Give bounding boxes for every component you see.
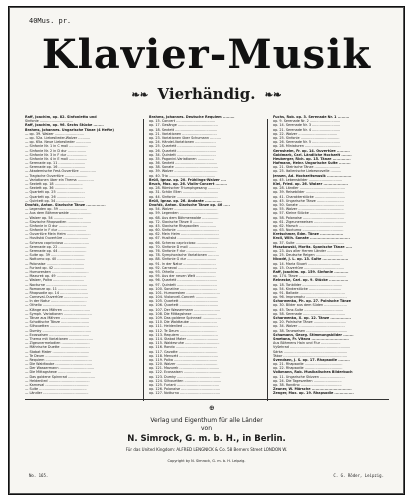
catalog-entry: op. 91. Ballade ..........................................: [273, 290, 345, 295]
catalog-column-1: [25, 115, 137, 405]
catalog-entry: — Suite op. 39 ...............................: [25, 253, 85, 258]
catalog-entry: — Variationen über ein Thema ...............: [25, 177, 94, 182]
catalog-entry: Raff, Joachim. op. 159. Sinfonie ...........: [273, 269, 349, 274]
catalog-entry: — Symph. Variationen ..........................: [25, 311, 92, 316]
catalog-entry: — op. 52a. Liebeslieder-Walzer ...........: [25, 135, 91, 140]
catalog-entry: — Serenade op. 44 ..........................: [25, 249, 87, 253]
catalog-entry: op. 54. Kinderstücke ..............................: [273, 286, 342, 291]
catalog-entry: op. 125. Furiant .......................................: [149, 383, 219, 387]
catalog-entry: op. 15. Concert ....................................: [149, 119, 215, 124]
catalog-entry: Kroll, Wilh. Sonate ...............................: [273, 236, 350, 241]
catalog-entry: — Walzer, Polka .............................: [25, 278, 85, 283]
catalog-entry: op. 70. Sinfonie D moll ..........................: [149, 244, 217, 249]
copyright-line: Copyright by N. Simrock, G. m. b. H. Leipzig.: [167, 459, 246, 463]
catalog-entry: — Sinfonie Nr. 1 in C moll .................: [25, 144, 88, 149]
catalog-entry: op. 127. Notturno .....................................: [149, 391, 220, 396]
catalog-entry: Brahms, Johannes. Ungarische Tänze (4 Hefte): [25, 127, 114, 132]
catalog-entry: op. 63. Nocturno ......................................: [273, 228, 344, 233]
catalog-entry: — Walzer op. 54 ...........................: [25, 215, 83, 220]
catalog-entry: op. 38. Sonate ........................................: [149, 165, 218, 170]
catalog-entry: — Tänze aus Mähren ..........................: [25, 316, 90, 320]
catalog-entry: op. 55. Walzer ..........................................: [273, 207, 344, 212]
catalog-column-2: [149, 115, 261, 405]
catalog-entry: op. 60. Sinfonie .......................................: [149, 228, 219, 233]
catalog-entry: — Heldenlied ......................................: [25, 378, 90, 383]
imprint-line: Verlag und Eigenthum für alle Länder: [150, 417, 263, 424]
catalog-entry: — Der Wassermann ................................: [25, 366, 95, 371]
catalog-entry: op. 18. Tonbilder .....................................: [273, 282, 343, 287]
catalog-entry: op. 21. Rhapsodie ...................................: [273, 362, 343, 367]
catalog-entry: Brüll, Ignaz. op. 26. Andante .............: [149, 198, 222, 203]
catalog-entry: — Serenade op. 11 .........................: [25, 161, 86, 166]
plate-number: No. 165.: [29, 473, 49, 478]
catalog-entry: — Die Mittagshexe ...............................: [25, 370, 92, 375]
catalog-entry: — Stabat Mater ..................................: [25, 349, 90, 354]
catalog-entry: — Die Waldtaube ..................................: [25, 362, 93, 367]
catalog-entry: op. 45. Ungarische Tänze .........................: [273, 198, 344, 203]
catalog-entry: op. 25. Quartett ....................................: [149, 144, 217, 149]
catalog-entry: op. 18. Sextett .......................................: [149, 127, 218, 132]
catalog-entry: op. 50. Sonate ..........................................: [273, 202, 345, 207]
catalog-entry: op. 11. Ungarische Skizzen .......................: [273, 374, 345, 379]
catalog-entry: op. 126. Polonaise ....................................: [149, 387, 220, 392]
catalog-entry: op. 17. Gesänge .....................................: [149, 123, 218, 128]
ornament-left-icon: ❧❧: [131, 89, 149, 101]
catalog-entry: op. 21. Variationen ................................: [149, 131, 217, 136]
catalog-entry: op. 45. Lebensbilder ...............................: [273, 177, 343, 182]
catalog-entry: Gernsheim, Fr. op. 14. Ouvertüre ..........: [273, 148, 350, 153]
catalog-entry: — Husitská Ouvertüre .......................: [25, 236, 89, 241]
catalog-entry: Brahms, Johannes. Deutsche Requiem .........: [149, 115, 235, 119]
catalog-entry: — Requiem ...........................................: [25, 357, 92, 362]
catalog-entry: — Serenade op. 16 .........................: [25, 165, 86, 170]
catalog-entry: op. 54. Walzer ........................................: [149, 207, 218, 212]
catalog-entry: op. 45. Slavische Rhapsodien ...............: [149, 223, 217, 228]
catalog-entry: Raff, Joachim, op. 96. Sechs Stücke ........: [25, 123, 104, 128]
catalog-entry: — Silhouetten ....................................: [25, 324, 89, 329]
catalog-entry: Sinfonie ...............................: [25, 119, 74, 124]
catalog-entry: op. 96. Impromptu ......................................: [273, 295, 347, 300]
catalog-entry: op. 58. Serenade .......................................: [273, 311, 346, 316]
catalog-entry: — Furiant op. 42 ............................: [25, 265, 85, 270]
catalog-entry: op. 174. Tänze ............................................: [273, 274, 347, 279]
catalog-entry: op. 44. Sinfonie ......................................: [149, 194, 218, 199]
catalog-entry: op. 113. Requiem ...................................: [149, 332, 218, 337]
catalog-entry: Zeuner, W. Märsche ...............................: [273, 387, 352, 392]
catalog-entry: op. 78. Symphonische Variationen ..........: [149, 253, 219, 258]
catalog-entry: — Scherzo capriccioso .......................: [25, 240, 89, 245]
catalog-entry: Heuberger, Rich. op. 15. Tänze ..............: [273, 156, 351, 161]
catalog-entry: — Sinfonie Nr. 4 in E moll .................: [25, 156, 88, 161]
catalog-entry: op. 23. Variationen über Schumann ..........: [149, 135, 221, 140]
catalog-entry: op. 91. In der Natur ..............................: [149, 261, 216, 266]
catalog-entry: op. 24. Die Tageszeiten ..........................: [273, 378, 342, 383]
catalog-entry: — Quintett op. 34 ..........................: [25, 198, 85, 203]
catalog-entry: op. 34. Quintett ....................................: [149, 152, 216, 157]
catalog-entry: — Klänge aus Mähren .........................: [25, 307, 90, 312]
catalog-entry: Reinecke, Carl. op. 9. Stücke ...............: [273, 278, 349, 283]
catalog-entry: op. 119. Polka ........................................: [149, 357, 218, 362]
catalog-entry: op. 121. Mazurek .....................................: [149, 366, 220, 371]
catalog-entry: — Ländler ..........................................: [25, 391, 89, 396]
catalog-entry: op. 38. Tanzweisen ......................................: [273, 328, 348, 333]
catalog-entry: Smetana, Fr. Vltava .............................: [273, 336, 349, 341]
catalog-entry: op. 36. Sextett .......................................: [149, 161, 218, 166]
catalog-entry: op. 24. Händel-Variationen ...................: [149, 140, 216, 145]
catalog-entry: op. 41. Charakterstücke ............................: [273, 194, 345, 199]
catalog-entry: — Akademische Fest-Ouvertüre ...............: [25, 169, 96, 174]
catalog-entry: — Rhapsodie op. 14 ..........................: [25, 290, 89, 295]
ornament-right-icon: ❧❧: [264, 89, 282, 101]
catalog-entry: op. 101. Humoresken ...............................: [149, 290, 220, 295]
catalog-entry: op. 72. Slavische Tänze II ...................: [149, 219, 214, 224]
catalog-entry: op. 28. Miniaturen .................................: [273, 144, 341, 149]
catalog-entry: — Karneval ........................................: [25, 383, 89, 387]
catalog-entry: op. 111. Heldenlied ................................: [149, 324, 218, 329]
catalog-entry: op. 110. Die Waldtaube .........................: [149, 320, 217, 325]
catalog-entry: op. 30. Bilder aus dem Süden .....................: [273, 303, 347, 308]
catalog-entry: op. 117. Gavotte ....................................: [149, 349, 218, 354]
catalog-entry: op. 26. Serenade Nr. 5 ..........................: [273, 140, 341, 145]
catalog-entry: Moszkowski, Moritz. Spanische Tänze .....: [273, 244, 353, 249]
catalog-entry: op. 106. Quartett ....................................: [149, 303, 219, 308]
catalog-entry: Raff, Joachim, op. 82. Sinfonietta und: [25, 115, 97, 119]
sheet-cover: [8, 6, 405, 495]
catalog-entry: op. 120. Walzer ......................................: [149, 362, 218, 367]
catalog-entry: Vyšehrad ........................................................: [273, 345, 351, 350]
catalog-entry: op. 59. Legenden ....................................: [149, 211, 219, 216]
divider-line: [25, 399, 389, 400]
center-mark-icon: ⊕: [209, 404, 215, 412]
catalog-entry: Scharwenka, Ph. op. 27. Polnische Tänze: [273, 299, 351, 304]
catalog-entry: Svendsen, J. S. op. 17. Rhapsodie .........: [273, 357, 350, 362]
catalog-entry: — Mährische Duette ...........................: [25, 345, 90, 350]
catalog-entry: op. 20. Polnische Tänze ..............................: [273, 320, 347, 325]
catalog-entry: — Dumky .............................................: [25, 328, 91, 333]
catalog-entry: op. 14. Maria Stuart ..............................: [273, 261, 341, 266]
catalog-column-3: [273, 115, 385, 405]
catalog-entry: op. 23. Aus aller Herren Länder ..............: [273, 249, 343, 253]
catalog-entry: op. 9. Serenade Nr. 2 ............................: [273, 119, 341, 124]
catalog-entry: op. 21. Serenade Nr. 4 ..........................: [273, 127, 341, 132]
catalog-entry: op. 57. Kleine Stücke .................................: [273, 211, 346, 216]
catalog-entry: op. 97. Quintett .....................................: [149, 282, 217, 287]
catalog-entry: op. 107. Der Wassermann ........................: [149, 307, 220, 312]
catalog-entry: op. 68. Aus dem Böhmerwalde ...............: [149, 215, 219, 220]
catalog-entry: op. 62. Mein Heim ...................................: [149, 232, 219, 237]
catalog-entry: op. 92. Carneval ....................................: [149, 265, 217, 270]
catalog-entry: — Slavische Rhapsodien ......................: [25, 219, 92, 224]
catalog-entry: Jensen, Ad. Hochzeitsmusik ...................: [273, 173, 352, 178]
catalog-entry: — op. 65a. Neue Liebeslieder ..............: [25, 140, 92, 145]
catalog-entry: op. 123. Dumky ........................................: [149, 374, 221, 379]
catalog-entry: op. 62. Marsch .........................................: [273, 223, 344, 228]
catalog-entry: op. 93. Othello ......................................: [149, 269, 217, 274]
catalog-entry: Kiel, Fried. op. 26. Walzer ...................: [273, 182, 348, 186]
catalog-entry: — Das goldene Spinnrad .........................: [25, 374, 95, 379]
catalog-entry: — Te Deum ........................................: [25, 353, 89, 358]
catalog-entry: Nicodé, J. L. op. 13. Suite ....................: [273, 257, 349, 262]
catalog-entry: — Thema mit Variationen ......................: [25, 336, 93, 341]
catalog-entry: op. 105. Quartett ....................................: [149, 299, 219, 304]
catalog-entry: — Schottische Tänze ..........................: [25, 320, 90, 325]
catalog-columns: [25, 115, 389, 405]
catalog-entry: op. 88. Sinfonie G dur ...........................: [149, 257, 217, 262]
catalog-entry: op. 108. Die Mittagshexe .......................: [149, 311, 218, 316]
catalog-entry: — Sextett op. 18 ..........................: [25, 182, 83, 186]
catalog-entry: Goldmark, Carl. Ländliche Hochzeit ........: [273, 152, 352, 157]
catalog-entry: op. 25. Sinfonie ....................................: [273, 135, 340, 140]
catalog-entry: op. 100. Sonatine ..................................: [149, 286, 217, 291]
catalog-note: 40Mus. pr.: [29, 17, 72, 25]
catalog-entry: — op. 39. Walzer ...........................: [25, 131, 84, 136]
catalog-entry: — Sinfonie in F dur ..........................: [25, 228, 87, 233]
catalog-entry: op. 122. Ecossaisen ...................................: [149, 370, 222, 375]
catalog-entry: op. 114. Stabat Mater .............................: [149, 336, 219, 341]
catalog-entry: — Carneval-Ouvertüre ......................: [25, 295, 88, 300]
catalog-entry: — Notturno op. 40 ..........................: [25, 257, 86, 262]
catalog-entry: op. 104. Violoncell-Concert ....................: [149, 295, 218, 300]
catalog-entry: op. 95. Aus der neuen Welt ..................: [149, 274, 216, 279]
catalog-entry: op. 58. Polonaise ......................................: [273, 215, 344, 220]
catalog-entry: — Zigeunermelodien ..........................: [25, 341, 90, 346]
column-divider: [267, 119, 268, 401]
catalog-entry: Volkmann, Rob. Musikalisches Bilderbuch: [273, 370, 353, 375]
page-title: Klavier-Musik: [41, 31, 372, 78]
catalog-entry: op. 35. Paganini-Variationen ...............: [149, 156, 214, 161]
catalog-entry: Brüll, Ignaz. op. 20. Frühlings-Walzer ....: [149, 177, 227, 182]
catalog-entry: Hofmann, Heinr. Ungarische Suite .........: [273, 161, 351, 166]
catalog-entry: op. 34. Walzer ...........................................: [273, 324, 345, 329]
catalog-entry: Dvořák, Anton. Slavische Tänze op. 46 .....: [149, 202, 230, 207]
catalog-entry: — Ouvertüre Mein Heim ......................: [25, 232, 91, 237]
catalog-entry: Fuchs, Rob. op. 3. Serenade Nr. 1 .........: [273, 115, 350, 119]
catalog-entry: op. 15. Ouvertüre .....................................: [273, 265, 344, 270]
catalog-entry: op. 26. Quartett ....................................: [149, 148, 217, 153]
imprint-von: von: [200, 425, 213, 432]
catalog-entry: — Polonaise ...................................: [25, 261, 85, 266]
catalog-entry: op. 67. Husitská .......................................: [149, 236, 220, 241]
catalog-entry: — Sinfonie in D dur ..........................: [25, 223, 87, 228]
catalog-entry: op. 31. Schön Ellen .................................: [149, 190, 219, 195]
catalog-entry: — Legenden op. 59 ..........................: [25, 207, 88, 212]
catalog-entry: op. 124. Silhouetten ..................................: [149, 378, 222, 383]
catalog-entry: op. 66. Scherzo capriccioso ....................: [149, 240, 219, 245]
catalog-entry: op. 28. Römischer Triumphgesang ...........: [149, 186, 220, 191]
catalog-entry: — Aus dem Böhmerwalde ....................: [25, 211, 92, 216]
catalog-entry: op. 25. Deutsche Reigen .........................: [273, 253, 343, 258]
catalog-entry: — Sinfonie Nr. 3 in F dur ..................: [25, 152, 87, 157]
catalog-entry: — Humoresken ..................................: [25, 269, 89, 274]
catalog-entry: op. 38. Rondino ......................................: [273, 383, 342, 387]
catalog-entry: Schumann, Georg. Stimmungsbilder ........: [273, 332, 354, 337]
catalog-entry: op. 25. Italienische Liebesnovelle ..........: [273, 169, 342, 174]
printer-credit: C. G. Röder, Leipzig.: [333, 473, 384, 478]
catalog-entry: — Sextett op. 36 ..........................: [25, 186, 83, 191]
catalog-entry: op. 118. Menuett ....................................: [149, 353, 218, 358]
catalog-entry: op. 96. Quartett .....................................: [149, 278, 218, 283]
catalog-entry: op. 39. Reisebilder ....................................: [273, 190, 345, 195]
catalog-entry: — Nocturne ......................................: [25, 282, 88, 287]
catalog-entry: op. 21. Steirische Tänze ........................: [273, 165, 341, 170]
catalog-entry: op. 115. Waldesruhe ................................: [149, 341, 220, 346]
catalog-entry: op. 61. Zigeunerweisen ..............................: [273, 219, 347, 224]
catalog-entry: — Romanze op. 11 ...........................: [25, 286, 88, 291]
catalog-entry: op. 112. Te Deum ..................................: [149, 328, 217, 333]
catalog-entry: op. 14. Serenade Nr. 3 ..........................: [273, 123, 341, 128]
catalog-entry: op. 109. Das goldene Spinnrad .................: [149, 316, 221, 320]
catalog-entry: — Suite ............................................: [25, 387, 87, 392]
publisher-name: N. Simrock, G. m. b. H., in Berlin.: [127, 434, 286, 444]
catalog-entry: — Tragische Ouvertüre .....................: [25, 173, 88, 178]
catalog-entry: op. 76. Sinfonie F dur ...........................: [149, 249, 216, 253]
uk-agent-line: Für das United Kingdom: ALFRED LENGNICK & Co. 58 Berners Street LONDON W.: [125, 447, 288, 452]
catalog-entry: Dvořák, Anton. Slavische Tänze ...............: [25, 202, 106, 207]
subtitle-row: [9, 85, 404, 103]
catalog-entry: Bruch, Max. op. 26. Violin-Concert .........: [149, 182, 228, 186]
subtitle: Vierhändig.: [157, 85, 256, 103]
catalog-entry: op. 22. Rhapsodie ...................................: [273, 366, 343, 371]
catalog-entry: — Othello ........................................: [25, 303, 86, 308]
catalog-entry: Tábor ...........................................................: [273, 353, 347, 358]
catalog-entry: — Sinfonie Nr. 2 in D dur .................: [25, 148, 87, 153]
catalog-entry: — Mazurek op. 49 ...........................: [25, 274, 86, 279]
catalog-entry: — Quartett op. 26 ..........................: [25, 194, 85, 199]
catalog-entry: op. 39. Walzer ........................................: [149, 169, 218, 174]
column-divider: [143, 119, 144, 401]
catalog-entry: op. 116. Rondo ......................................: [149, 345, 217, 350]
catalog-entry: Scharwenka, X. op. 12. Tänze ................: [273, 316, 351, 320]
catalog-entry: op. 22. Walzer ....................................: [273, 131, 338, 136]
catalog-entry: — Serenade op. 22 ..........................: [25, 244, 87, 249]
catalog-entry: op. 37. Suite .............................................: [273, 240, 345, 245]
catalog-entry: Aus Böhmens Hain und Flur ..................: [273, 341, 341, 346]
catalog-entry: Kretschmer, Edm. Tänze ..................: [273, 232, 344, 237]
catalog-entry: Zenger, Max. op. 19. Rhapsodie ...............: [273, 391, 354, 396]
catalog-entry: — In der Natur .................................: [25, 299, 87, 304]
catalog-entry: op. 40. Trio ...........................................: [149, 173, 216, 178]
catalog-entry: op. 45. Tanz-Suite ....................................: [273, 307, 344, 312]
catalog-entry: — Quartett op. 25 ..........................: [25, 190, 85, 195]
catalog-entry: — Ecossaisen .....................................: [25, 332, 90, 337]
catalog-entry: op. 28. Ländler ..........................................: [273, 186, 345, 191]
catalog-entry: Šárka ...........................................................: [273, 349, 348, 354]
